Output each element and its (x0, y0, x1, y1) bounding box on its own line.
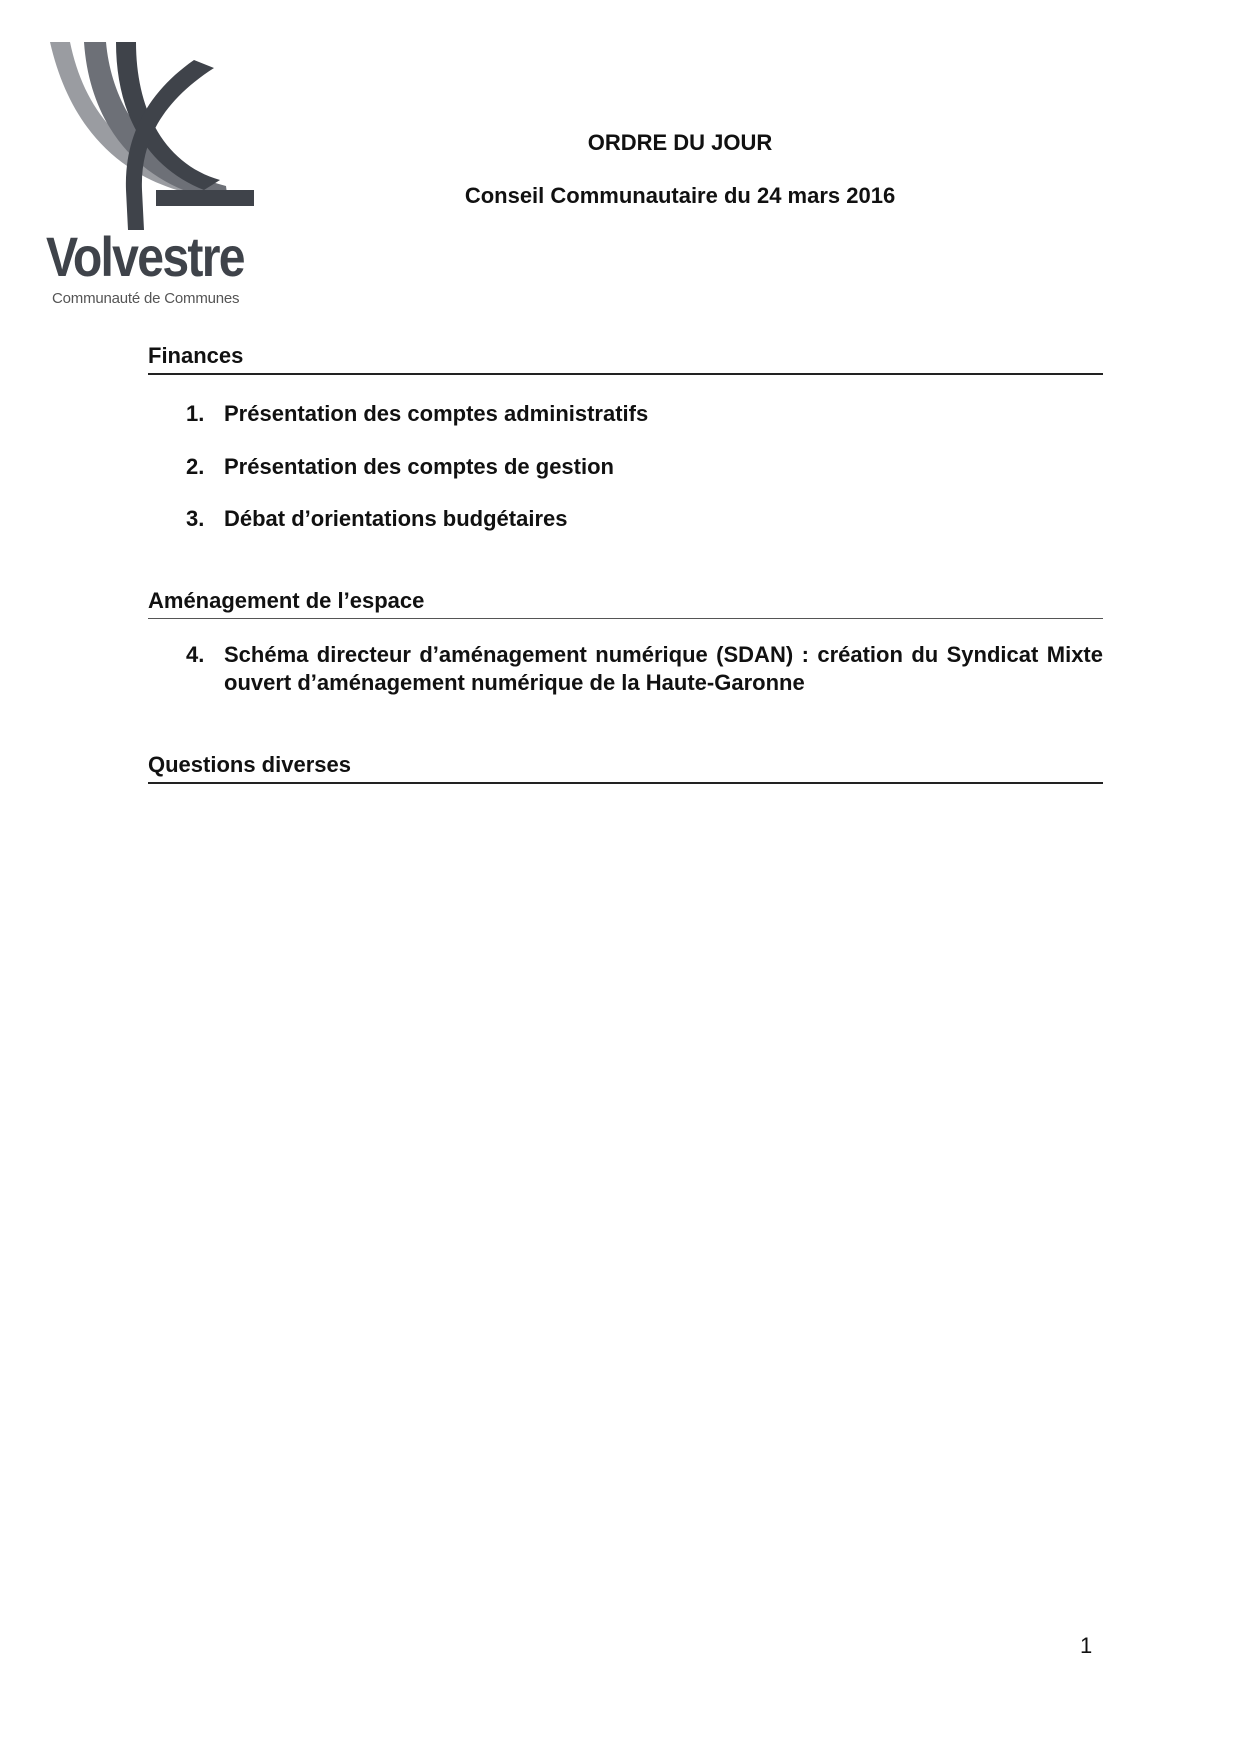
item-number: 4. (186, 642, 205, 667)
item-text: Présentation des comptes administratifs (224, 401, 649, 426)
section-amenagement-items (148, 641, 1103, 711)
volvestre-logo (44, 40, 254, 307)
agenda-item (186, 400, 1103, 428)
section-questions-diverses (148, 752, 1103, 784)
page-number: 1 (1080, 1633, 1093, 1658)
logo-arcs-icon (44, 40, 254, 230)
logo-wordmark: Volvestre (46, 225, 244, 288)
section-heading: Questions diverses (148, 752, 1103, 784)
document-title: ORDRE DU JOUR (587, 130, 773, 155)
item-number: 1. (186, 401, 205, 426)
item-text: Schéma directeur d’aménagement numérique (SDAN) : création du Syndicat Mixte ouvert d’aménagement numérique de la Haute-Garonne (224, 642, 1103, 695)
section-heading: Aménagement de l’espace (148, 588, 1103, 619)
section-finances-items (148, 400, 1103, 540)
section-finances (148, 343, 1103, 375)
logo-subtitle: Communauté de Communes (52, 290, 240, 307)
agenda-item (186, 641, 1103, 697)
item-number: 2. (186, 454, 205, 479)
item-text: Présentation des comptes de gestion (224, 454, 614, 479)
agenda-item (186, 505, 1103, 533)
item-text: Débat d’orientations budgétaires (224, 506, 568, 531)
section-heading: Finances (148, 343, 1103, 375)
document-subtitle: Conseil Communautaire du 24 mars 2016 (464, 183, 896, 208)
item-number: 3. (186, 506, 205, 531)
section-amenagement (148, 588, 1103, 619)
agenda-item (186, 453, 1103, 481)
